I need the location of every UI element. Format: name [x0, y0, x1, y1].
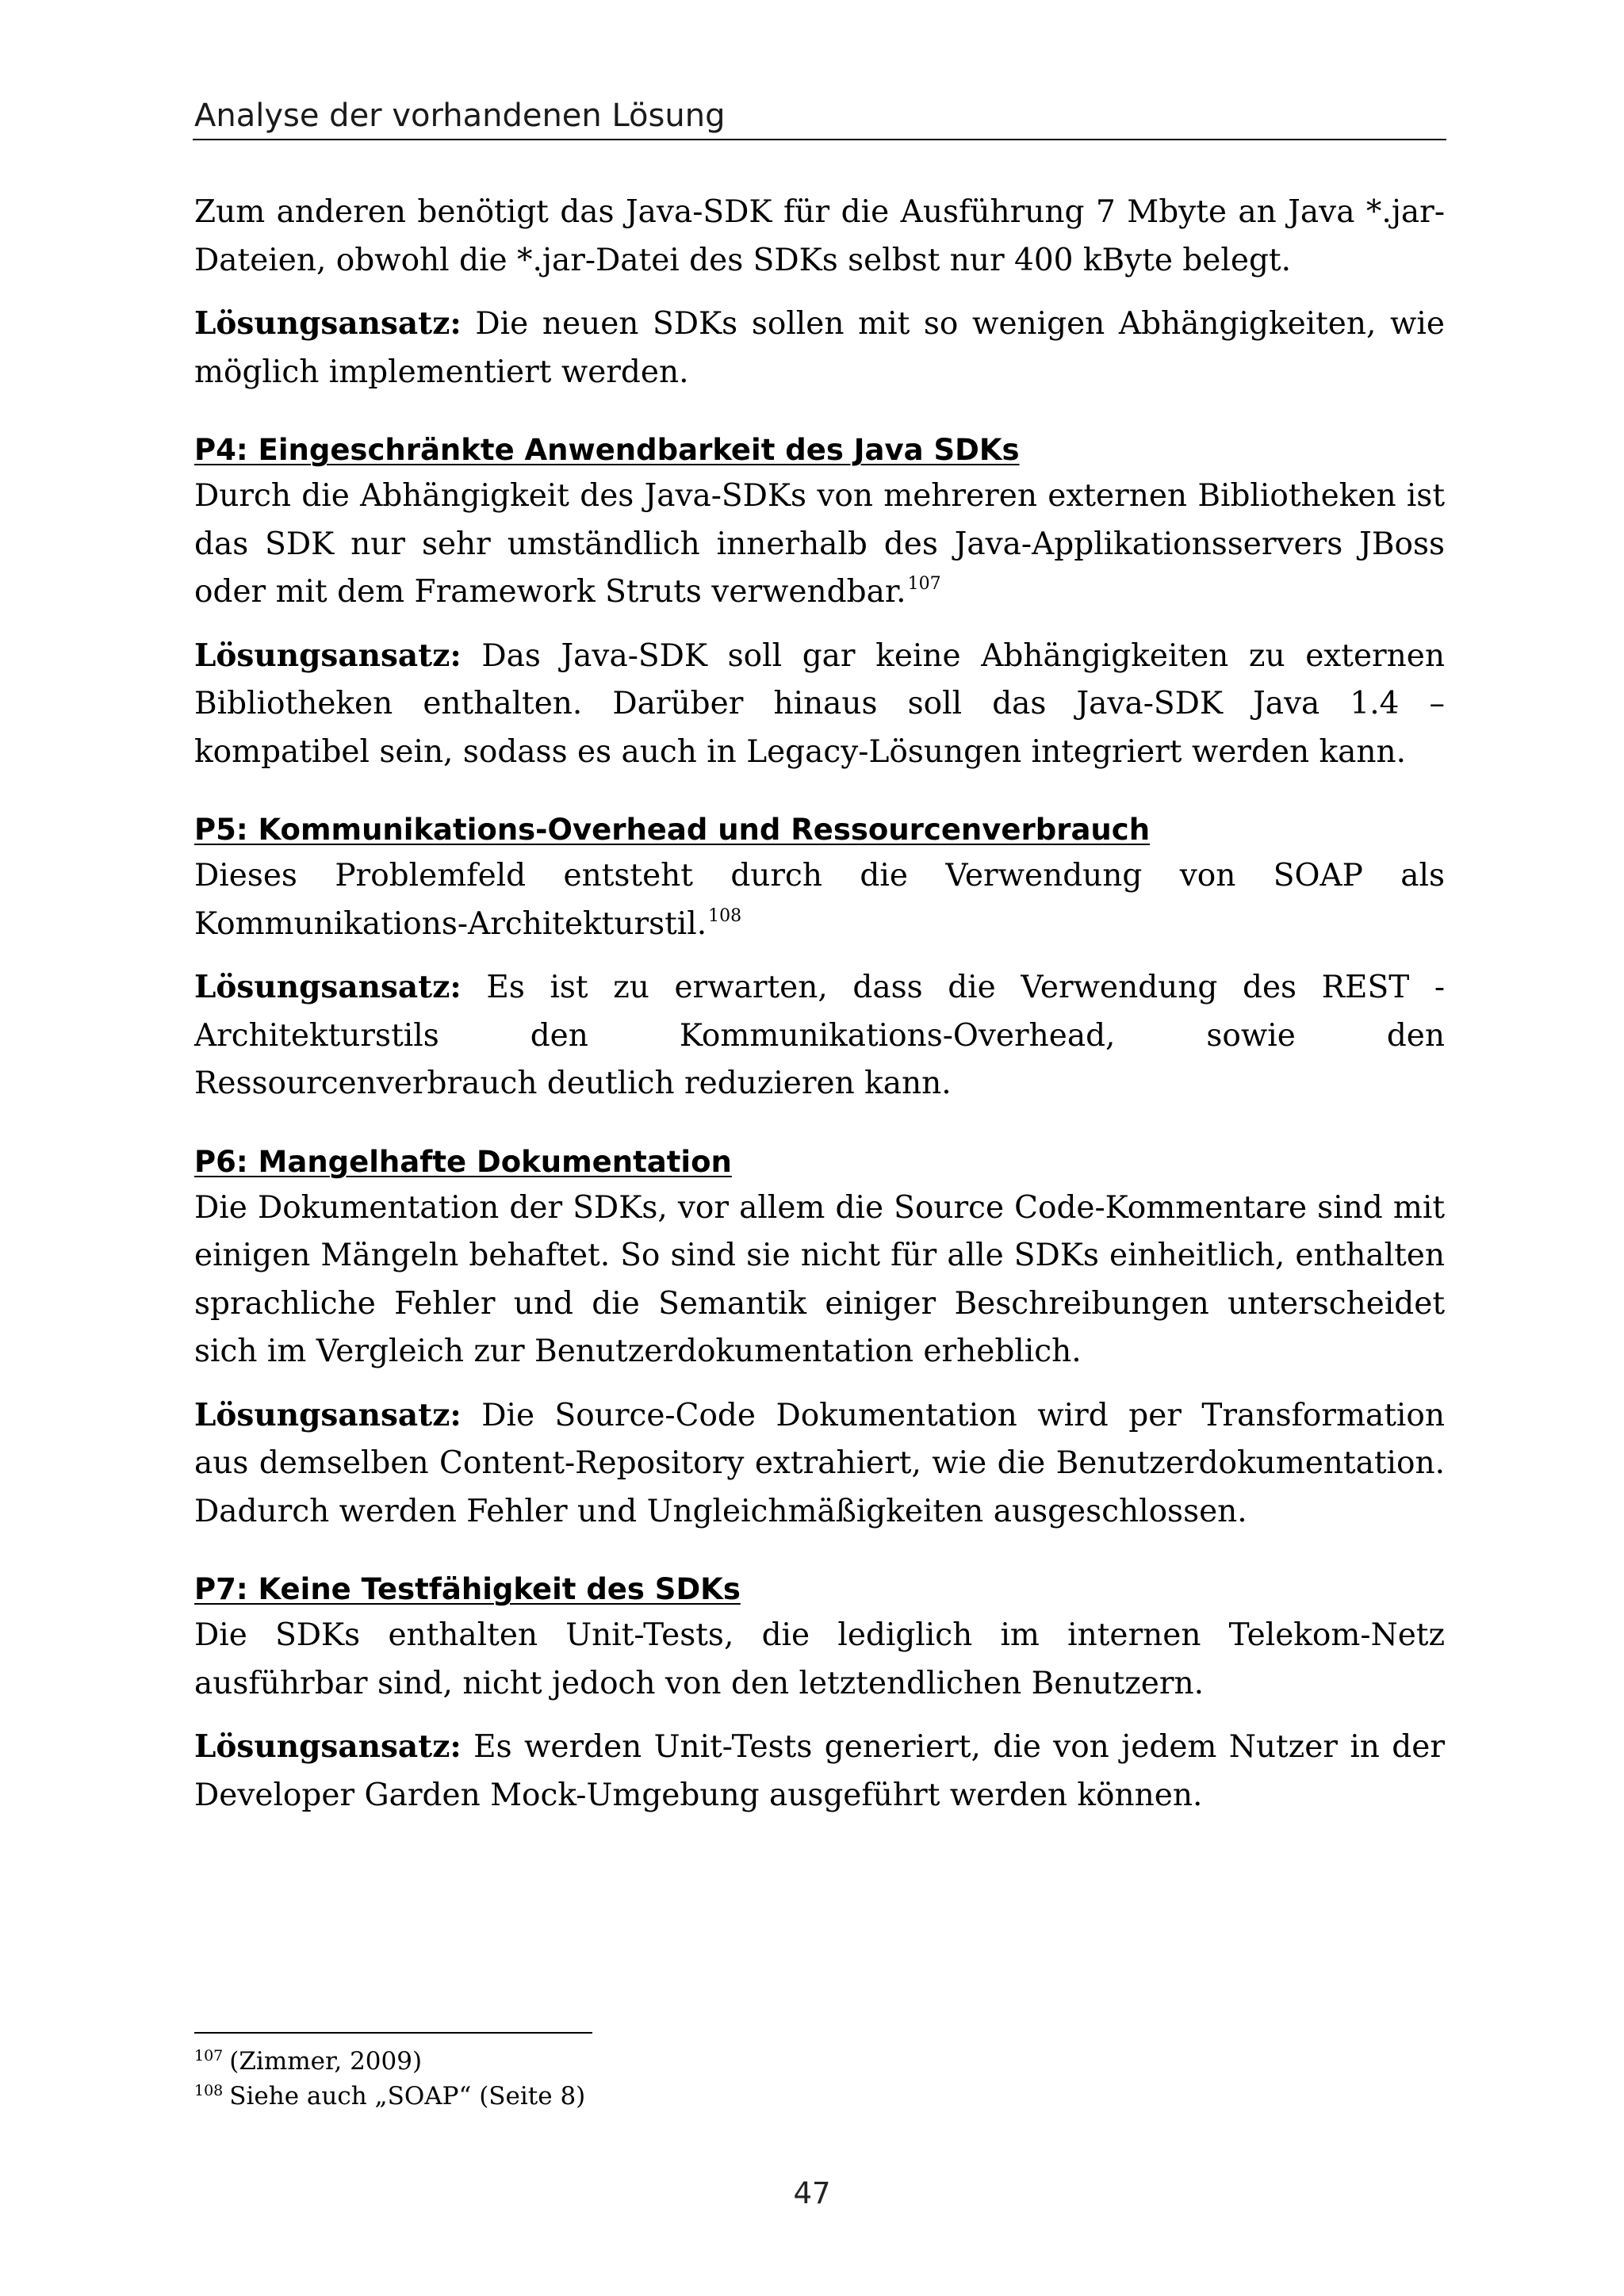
section-body-p7: Die SDKs enthalten Unit-Tests, die lediglich im internen Telekom-Netz ausführbar sind, nicht jedoch von den letztendlichen Benutzern.: [194, 1617, 1445, 1701]
solution-label: Lösungsansatz:: [194, 1396, 462, 1433]
solution-text: Das Java-SDK soll gar keine Abhängigkeiten zu externen Bibliotheken enthalten. Darüber hinaus soll das Java-SDK Java 1.4 – kompatibel sein, sodass es auch in Legacy-Lösungen integriert werden kann.: [194, 637, 1445, 770]
section-body-p6: Die Dokumentation der SDKs, vor allem die Source Code-Kommentare sind mit einigen Mängeln behaftet. So sind sie nicht für alle SDKs einheitlich, enthalten sprachliche Fehler und die Semantik einiger Beschreibungen unterscheidet sich im Vergleich zur Benutzerdokumentation erheblich.: [194, 1189, 1445, 1369]
section-heading-p5: P5: Kommunikations-Overhead und Ressourcenverbrauch: [194, 813, 1151, 847]
footnote-rule: [194, 2032, 592, 2034]
footnote-ref-107: 107: [907, 574, 941, 594]
solution-text: Die Source-Code Dokumentation wird per Transformation aus demselben Content-Repository extrahiert, wie die Benutzerdokumentation. Dadurch werden Fehler und Ungleichmäßigkeiten ausgeschlossen.: [194, 1397, 1445, 1529]
section-body-p4: Durch die Abhängigkeit des Java-SDKs von mehreren externen Bibliotheken ist das SDK nur sehr umständlich innerhalb des Java-Applikationsservers JBoss oder mit dem Framework Struts verwendbar.$^{107}$: [194, 478, 1445, 610]
footnote-108: [194, 2079, 1445, 2114]
section-solution-p4: [194, 632, 1445, 777]
footnote-text: (Zimmer, 2009): [229, 2047, 423, 2076]
footnotes: [194, 2044, 1445, 2114]
section-heading-p6: P6: Mangelhafte Dokumentation: [194, 1144, 732, 1179]
footnote-number: 108: [194, 2082, 224, 2099]
solution-text: Es werden Unit-Tests generiert, die von jedem Nutzer in der Developer Garden Mock-Umgebung ausgeführt werden können.: [194, 1729, 1445, 1813]
intro-solution: [194, 300, 1445, 396]
solution-label: Lösungsansatz:: [194, 1728, 462, 1765]
running-header: Analyse der vorhandenen Lösung: [194, 98, 726, 134]
footnote-text: Siehe auch „SOAP“ (Seite 8): [229, 2082, 586, 2110]
footnote-number: 107: [194, 2047, 224, 2064]
section-solution-p6: [194, 1391, 1445, 1536]
footnote-107: [194, 2044, 1445, 2079]
header-rule: [193, 139, 1446, 140]
page-body: [194, 189, 1445, 1835]
section-solution-p5: [194, 963, 1445, 1108]
footnote-ref-108: 108: [708, 905, 742, 926]
solution-label: Lösungsansatz:: [194, 305, 462, 342]
intro-paragraph: Zum anderen benötigt das Java-SDK für die Ausführung 7 Mbyte an Java *.jar-Dateien, obwohl die *.jar-Datei des SDKs selbst nur 400 kByte belegt.: [194, 194, 1445, 278]
page-number: 47: [793, 2176, 831, 2210]
solution-text: Es ist zu erwarten, dass die Verwendung des REST - Architekturstils den Kommunikations-Overhead, sowie den Ressourcenverbrauch deutlich reduzieren kann.: [194, 970, 1445, 1101]
solution-label: Lösungsansatz:: [194, 637, 462, 674]
section-heading-p4: P4: Eingeschränkte Anwendbarkeit des Java SDKs: [194, 433, 1020, 467]
section-solution-p7: [194, 1723, 1445, 1820]
solution-label: Lösungsansatz:: [194, 969, 462, 1005]
solution-text: Die neuen SDKs sollen mit so wenigen Abhängigkeiten, wie möglich implementiert werden.: [194, 306, 1445, 390]
section-body-p5: Dieses Problemfeld entsteht durch die Verwendung von SOAP als Kommunikations-Architekturstil.$^{108}$: [194, 858, 1445, 942]
section-heading-p7: P7: Keine Testfähigkeit des SDKs: [194, 1572, 741, 1606]
